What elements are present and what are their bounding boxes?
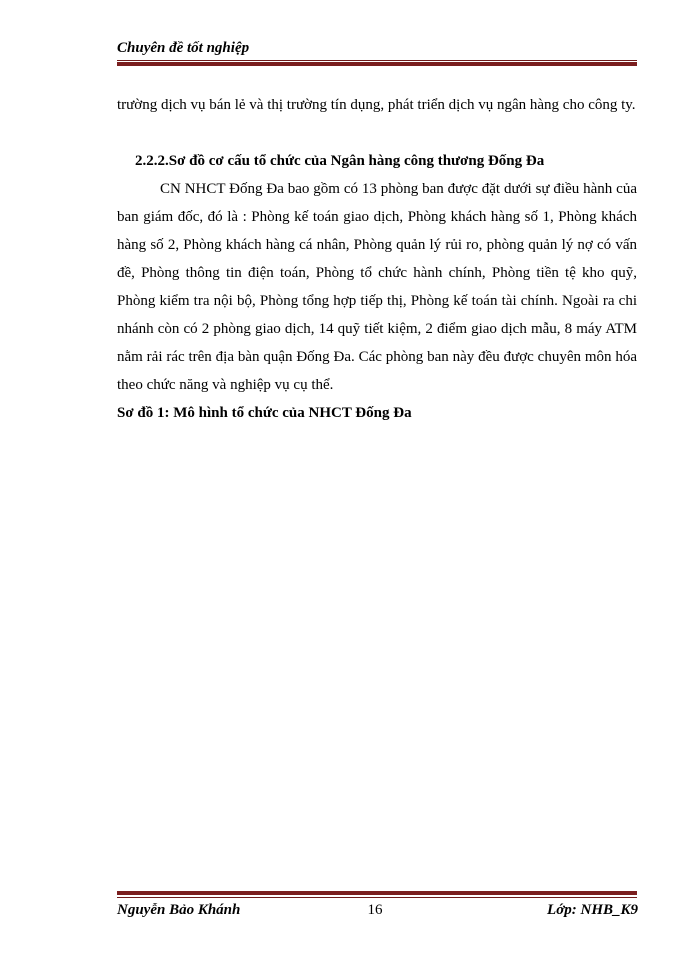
- paragraph-text: trường dịch vụ bán lẻ và thị trường tín dụng, phát triển dịch vụ ngân hàng cho công ty.: [117, 97, 636, 113]
- footer-class-label: Lớp: NHB_K9: [547, 902, 638, 918]
- paragraph-continuation: [117, 91, 637, 119]
- footer-author: Nguyễn Bảo Khánh: [117, 902, 241, 918]
- paragraph-departments: [117, 175, 637, 399]
- header-title: Chuyên đề tốt nghiệp: [117, 40, 250, 56]
- page-number: 16: [367, 902, 383, 918]
- section-heading: 2.2.2.Sơ đồ cơ cấu tổ chức của Ngân hàng công thương Đống Đa: [135, 153, 545, 169]
- diagram-caption: Sơ đồ 1: Mô hình tổ chức của NHCT Đống Đa: [117, 405, 412, 421]
- header-rule-thick: [117, 62, 637, 66]
- footer-rule-thin: [117, 897, 637, 898]
- paragraph-text: CN NHCT Đống Đa bao gồm có 13 phòng ban được đặt dưới sự điều hành của ban giám đốc, đó là : Phòng kế toán giao dịch, Phòng khách hàng số 1, Phòng khách hàng số 2, Phòng khách hàng cá nhân, Phòng quản lý rủi ro, phòng quản lý nợ có vấn đề, Phòng thông tin điện toán, Phòng tổ chức hành chính, Phòng tiền tệ kho quỹ, Phòng kiểm tra nội bộ, Phòng tổng hợp tiếp thị, Phòng kế toán tài chính. Ngoài ra chi nhánh còn có 2 phòng giao dịch, 14 quỹ tiết kiệm, 2 điểm giao dịch mẫu, 8 máy ATM nằm rải rác trên địa bàn quận Đống Đa. Các phòng ban này đều được chuyên môn hóa theo chức năng và nghiệp vụ cụ thể.: [117, 181, 637, 393]
- header-rule-thin: [117, 60, 637, 61]
- footer-rule-thick: [117, 891, 637, 895]
